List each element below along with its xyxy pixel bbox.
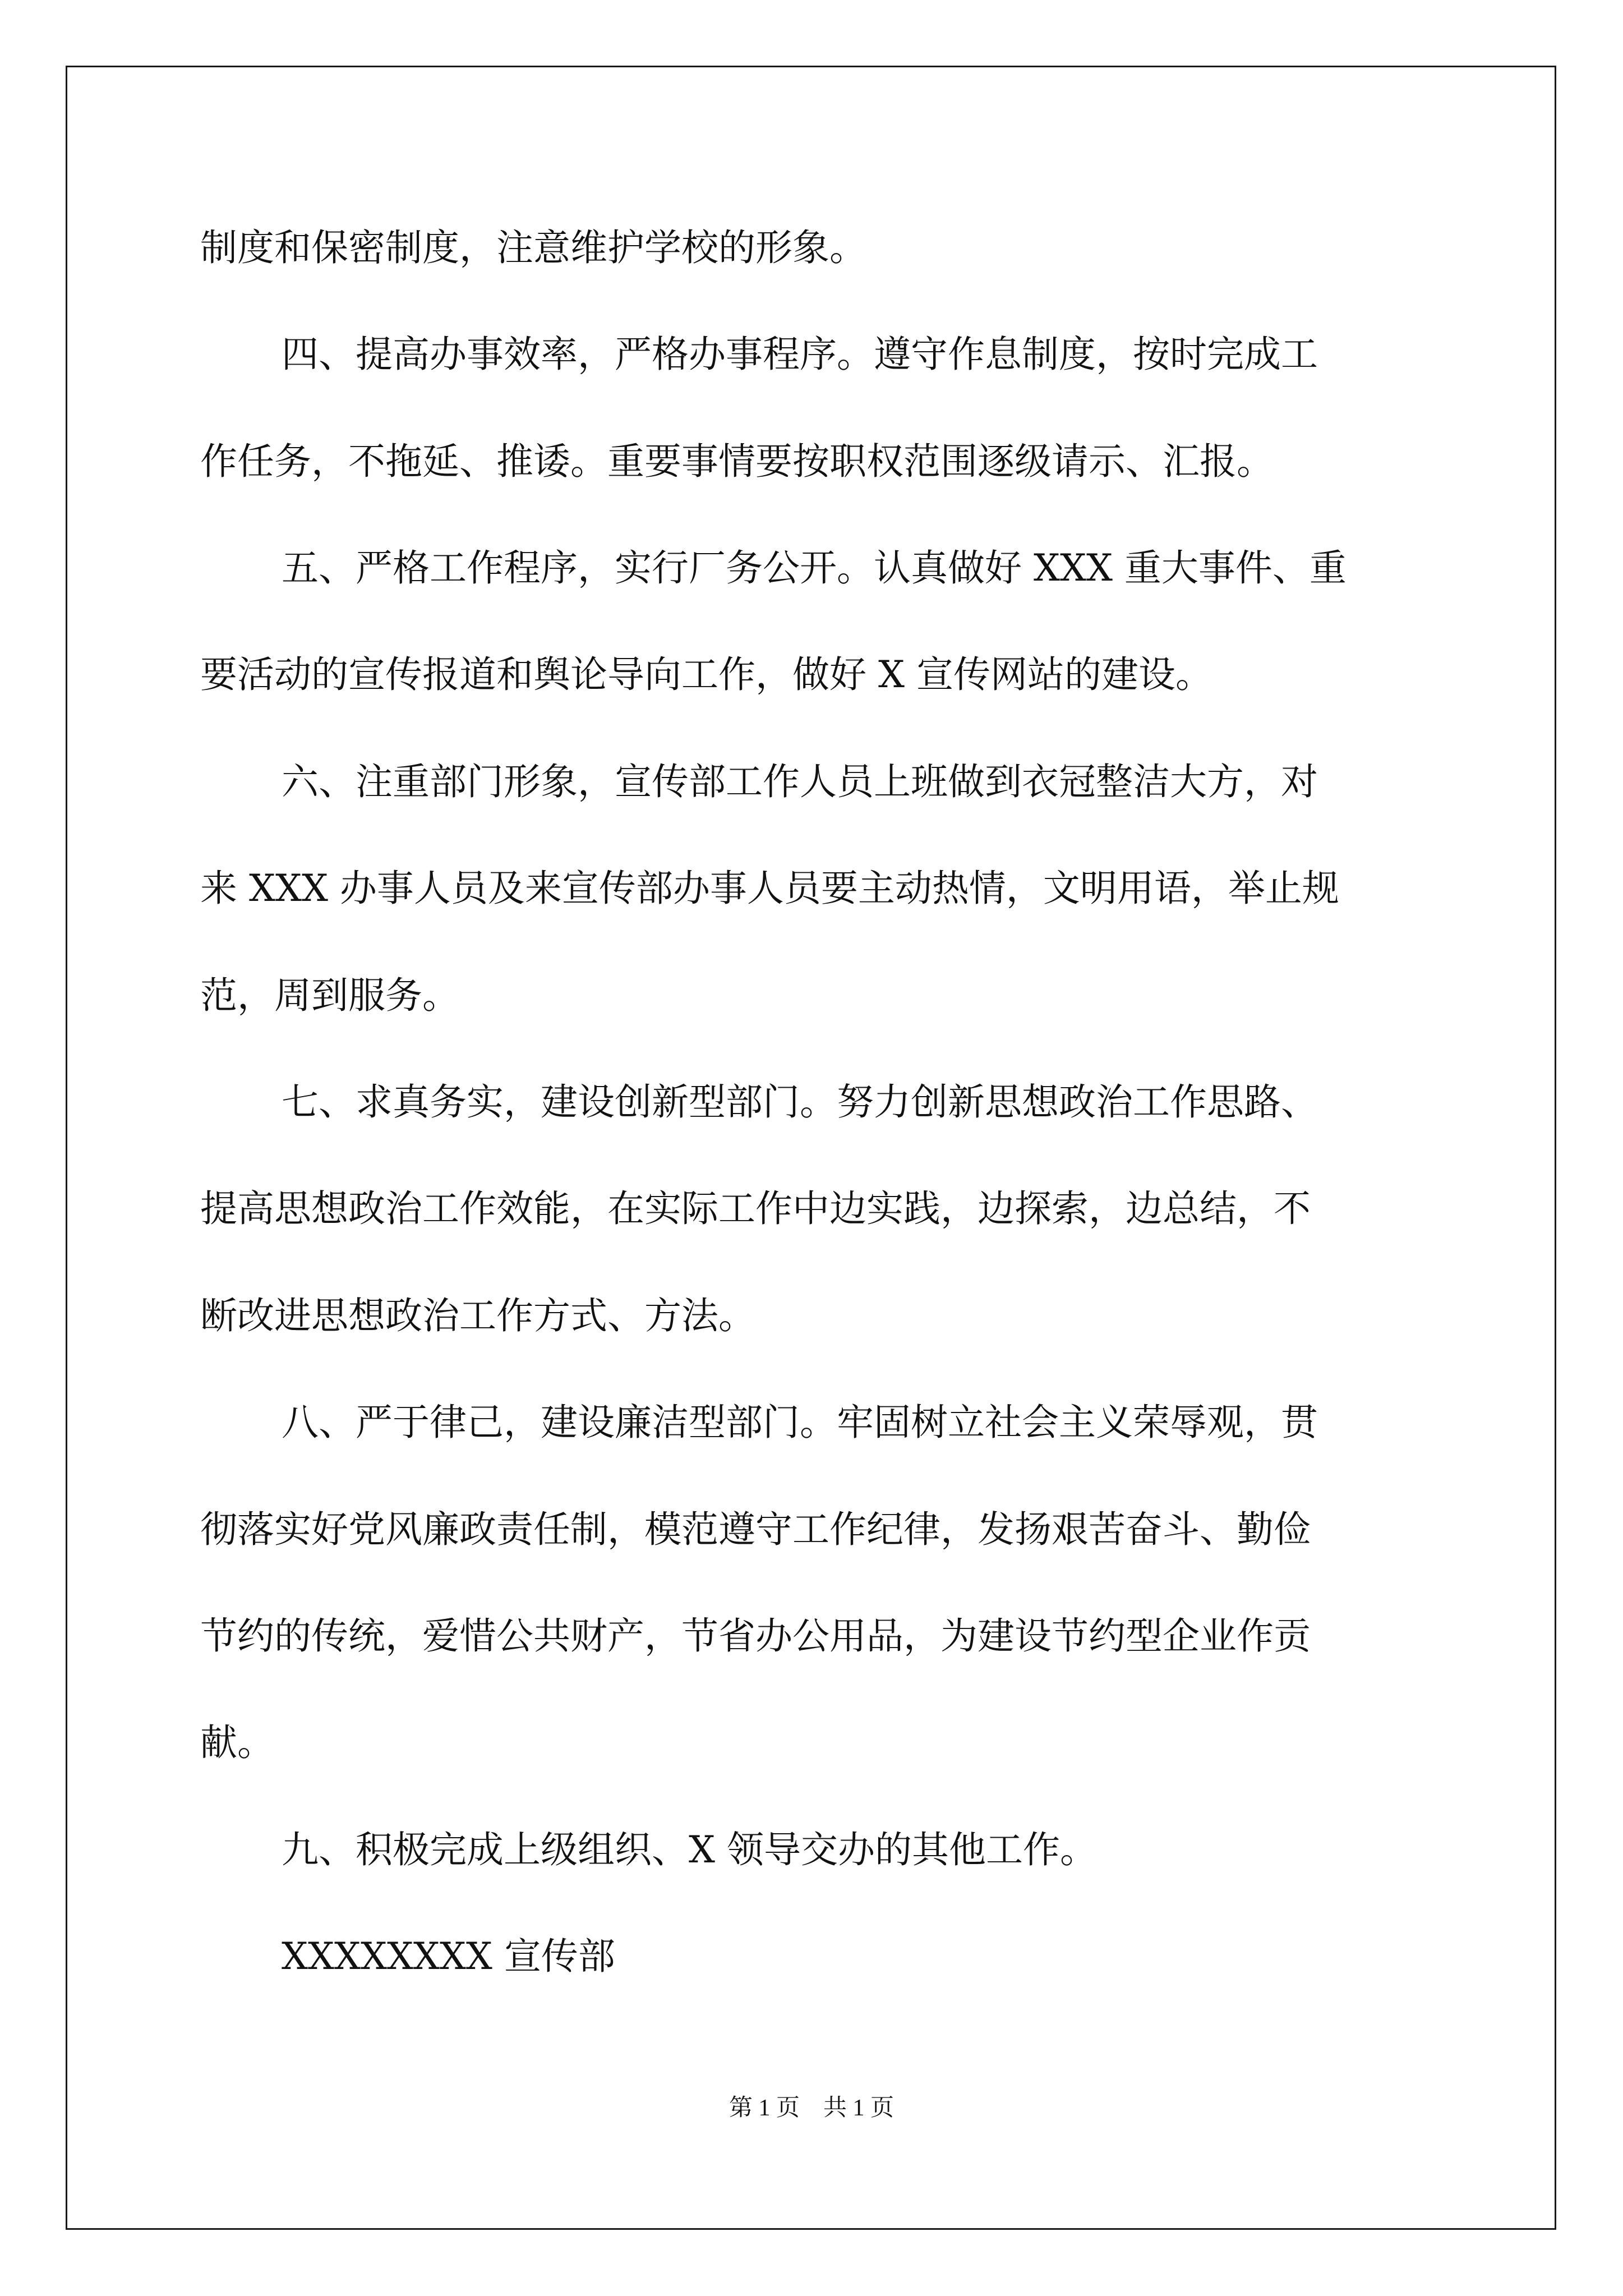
text-line: 彻落实好党风廉政责任制，模范遵守工作纪律，发扬艰苦奋斗、勤俭 bbox=[200, 1508, 1311, 1551]
text-line: 作任务，不拖延、推诿。重要事情要按职权范围逐级请示、汇报。 bbox=[200, 440, 1274, 483]
text-line: 来 XXX 办事人员及来宣传部办事人员要主动热情，文明用语，举止规 bbox=[200, 867, 1339, 910]
paragraph-first-line: 八、严于律己，建设廉洁型部门。牢固树立社会主义荣辱观，贯 bbox=[282, 1401, 1318, 1444]
text-line: 节约的传统，爱惜公共财产，节省办公用品，为建设节约型企业作贡 bbox=[200, 1614, 1311, 1658]
paragraph-first-line: 七、求真务实，建设创新型部门。努力创新思想政治工作思路、 bbox=[282, 1080, 1318, 1124]
text-line: 断改进思想政治工作方式、方法。 bbox=[200, 1294, 755, 1337]
text-line: 范，周到服务。 bbox=[200, 974, 459, 1017]
paragraph-first-line: 四、提高办事效率，严格办事程序。遵守作息制度，按时完成工 bbox=[282, 333, 1318, 376]
text-line: 献。 bbox=[200, 1721, 274, 1764]
text-line: 要活动的宣传报道和舆论导向工作，做好 X 宣传网站的建设。 bbox=[200, 653, 1212, 696]
page-border bbox=[66, 66, 1556, 2230]
text-line: 制度和保密制度，注意维护学校的形象。 bbox=[200, 226, 866, 269]
paragraph-first-line: 五、严格工作程序，实行厂务公开。认真做好 XXX 重大事件、重 bbox=[282, 546, 1347, 590]
paragraph-first-line: 九、积极完成上级组织、X 领导交办的其他工作。 bbox=[282, 1828, 1097, 1871]
page-number-footer: 第 1 页 共 1 页 bbox=[728, 2095, 894, 2121]
text-line: 提高思想政治工作效能，在实际工作中边实践，边探索，边总结，不 bbox=[200, 1187, 1311, 1230]
signature-department: XXXXXXXX 宣传部 bbox=[282, 1935, 615, 1978]
paragraph-first-line: 六、注重部门形象，宣传部工作人员上班做到衣冠整洁大方，对 bbox=[282, 760, 1318, 803]
